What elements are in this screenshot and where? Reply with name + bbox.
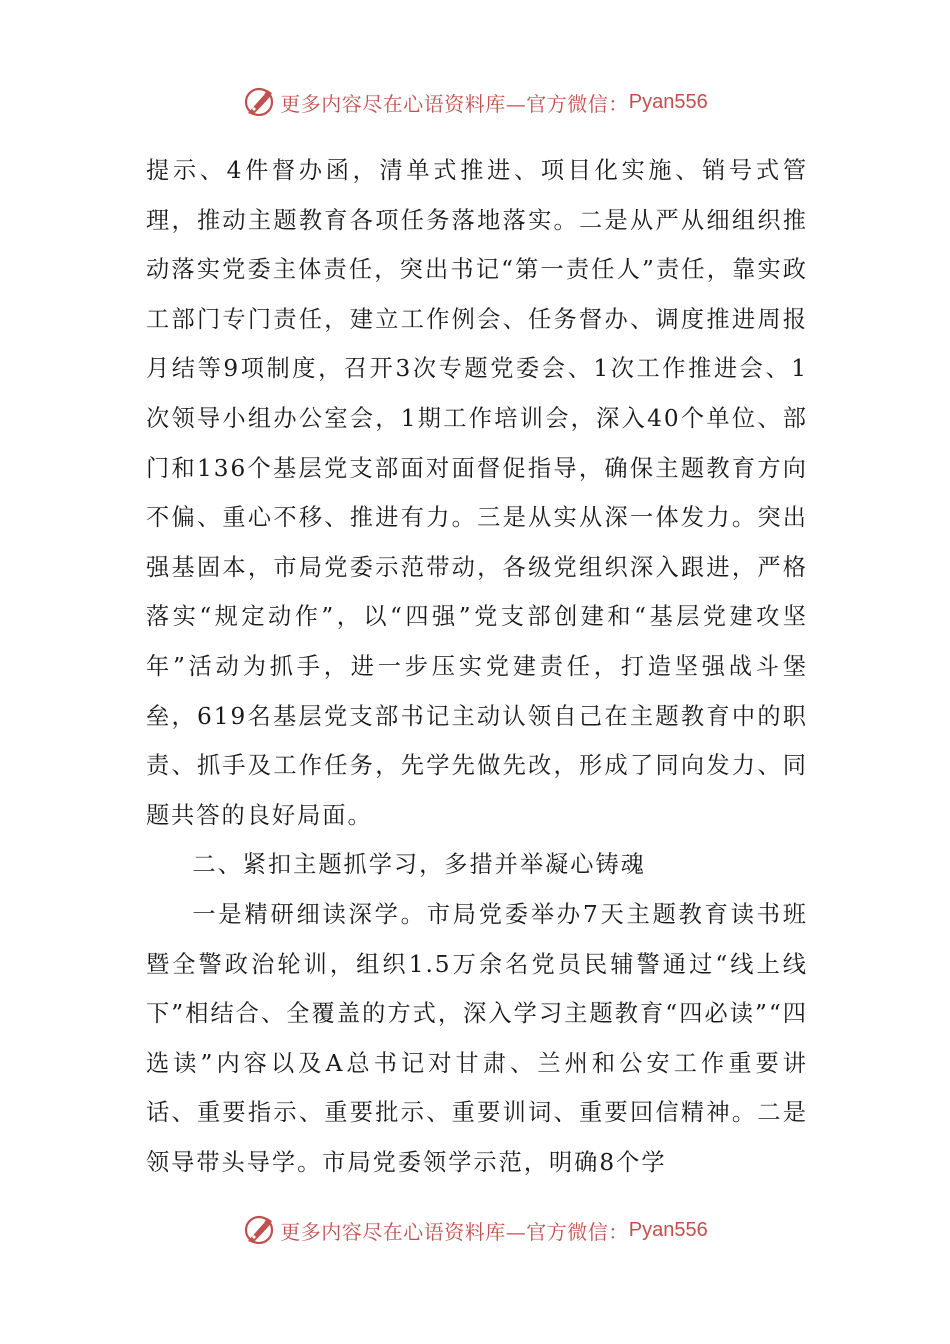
paragraph-1: 提示、4件督办函，清单式推进、项目化实施、销号式管理，推动主题教育各项任务落地落实。二是从严从细组织推动落实党委主体责任，突出书记“第一责任人”责任，靠实政工部门专门责任，建立工作例会、任务督办、调度推进周报月结等9项制度，召开3次专题党委会、1次工作推进会、1次领导小组办公室会，1期工作培训会，深入40个单位、部门和136个基层党支部面对面督促指导，确保主题教育方向不偏、重心不移、推进有力。三是从实从深一体发力。突出强基固本，市局党委示范带动，各级党组织深入跟进，严格落实“规定动作”，以“四强”党支部创建和“基层党建攻坚年”活动为抓手，进一步压实党建责任，打造坚强战斗堡垒，619名基层党支部书记主动认领自己在主题教育中的职责、抓手及工作任务，先学先做先改，形成了同向发力、同题共答的良好局面。 xyxy=(146,157,809,829)
paragraph-2: 一是精研细读深学。市局党委举办7天主题教育读书班暨全警政治轮训，组织1.5万余名党员民辅警通过“线上线下”相结合、全覆盖的方式，深入学习主题教育“四必读”“四选读”内容以及A总书记对甘肃、兰州和公安工作重要讲话、重要指示、重要批示、重要训词、重要回信精神。二是领导带头导学。市局党委领学示范，明确8个学 xyxy=(146,900,808,1176)
watermark-header xyxy=(0,82,950,122)
watermark-text: 更多内容尽在心语资料库—官方微信： xyxy=(280,91,629,116)
document-body xyxy=(146,146,808,1187)
watermark-wechat-id: Pyan556 xyxy=(628,1218,708,1241)
watermark-text: 更多内容尽在心语资料库—官方微信： xyxy=(280,1219,629,1244)
pen-nib-circle-icon xyxy=(242,85,276,119)
pen-nib-circle-icon xyxy=(242,1213,276,1247)
section-heading-2: 二、紧扣主题抓学习，多措并举凝心铸魂 xyxy=(192,851,646,879)
watermark-wechat-id: Pyan556 xyxy=(628,90,708,113)
watermark-footer xyxy=(0,1210,950,1250)
